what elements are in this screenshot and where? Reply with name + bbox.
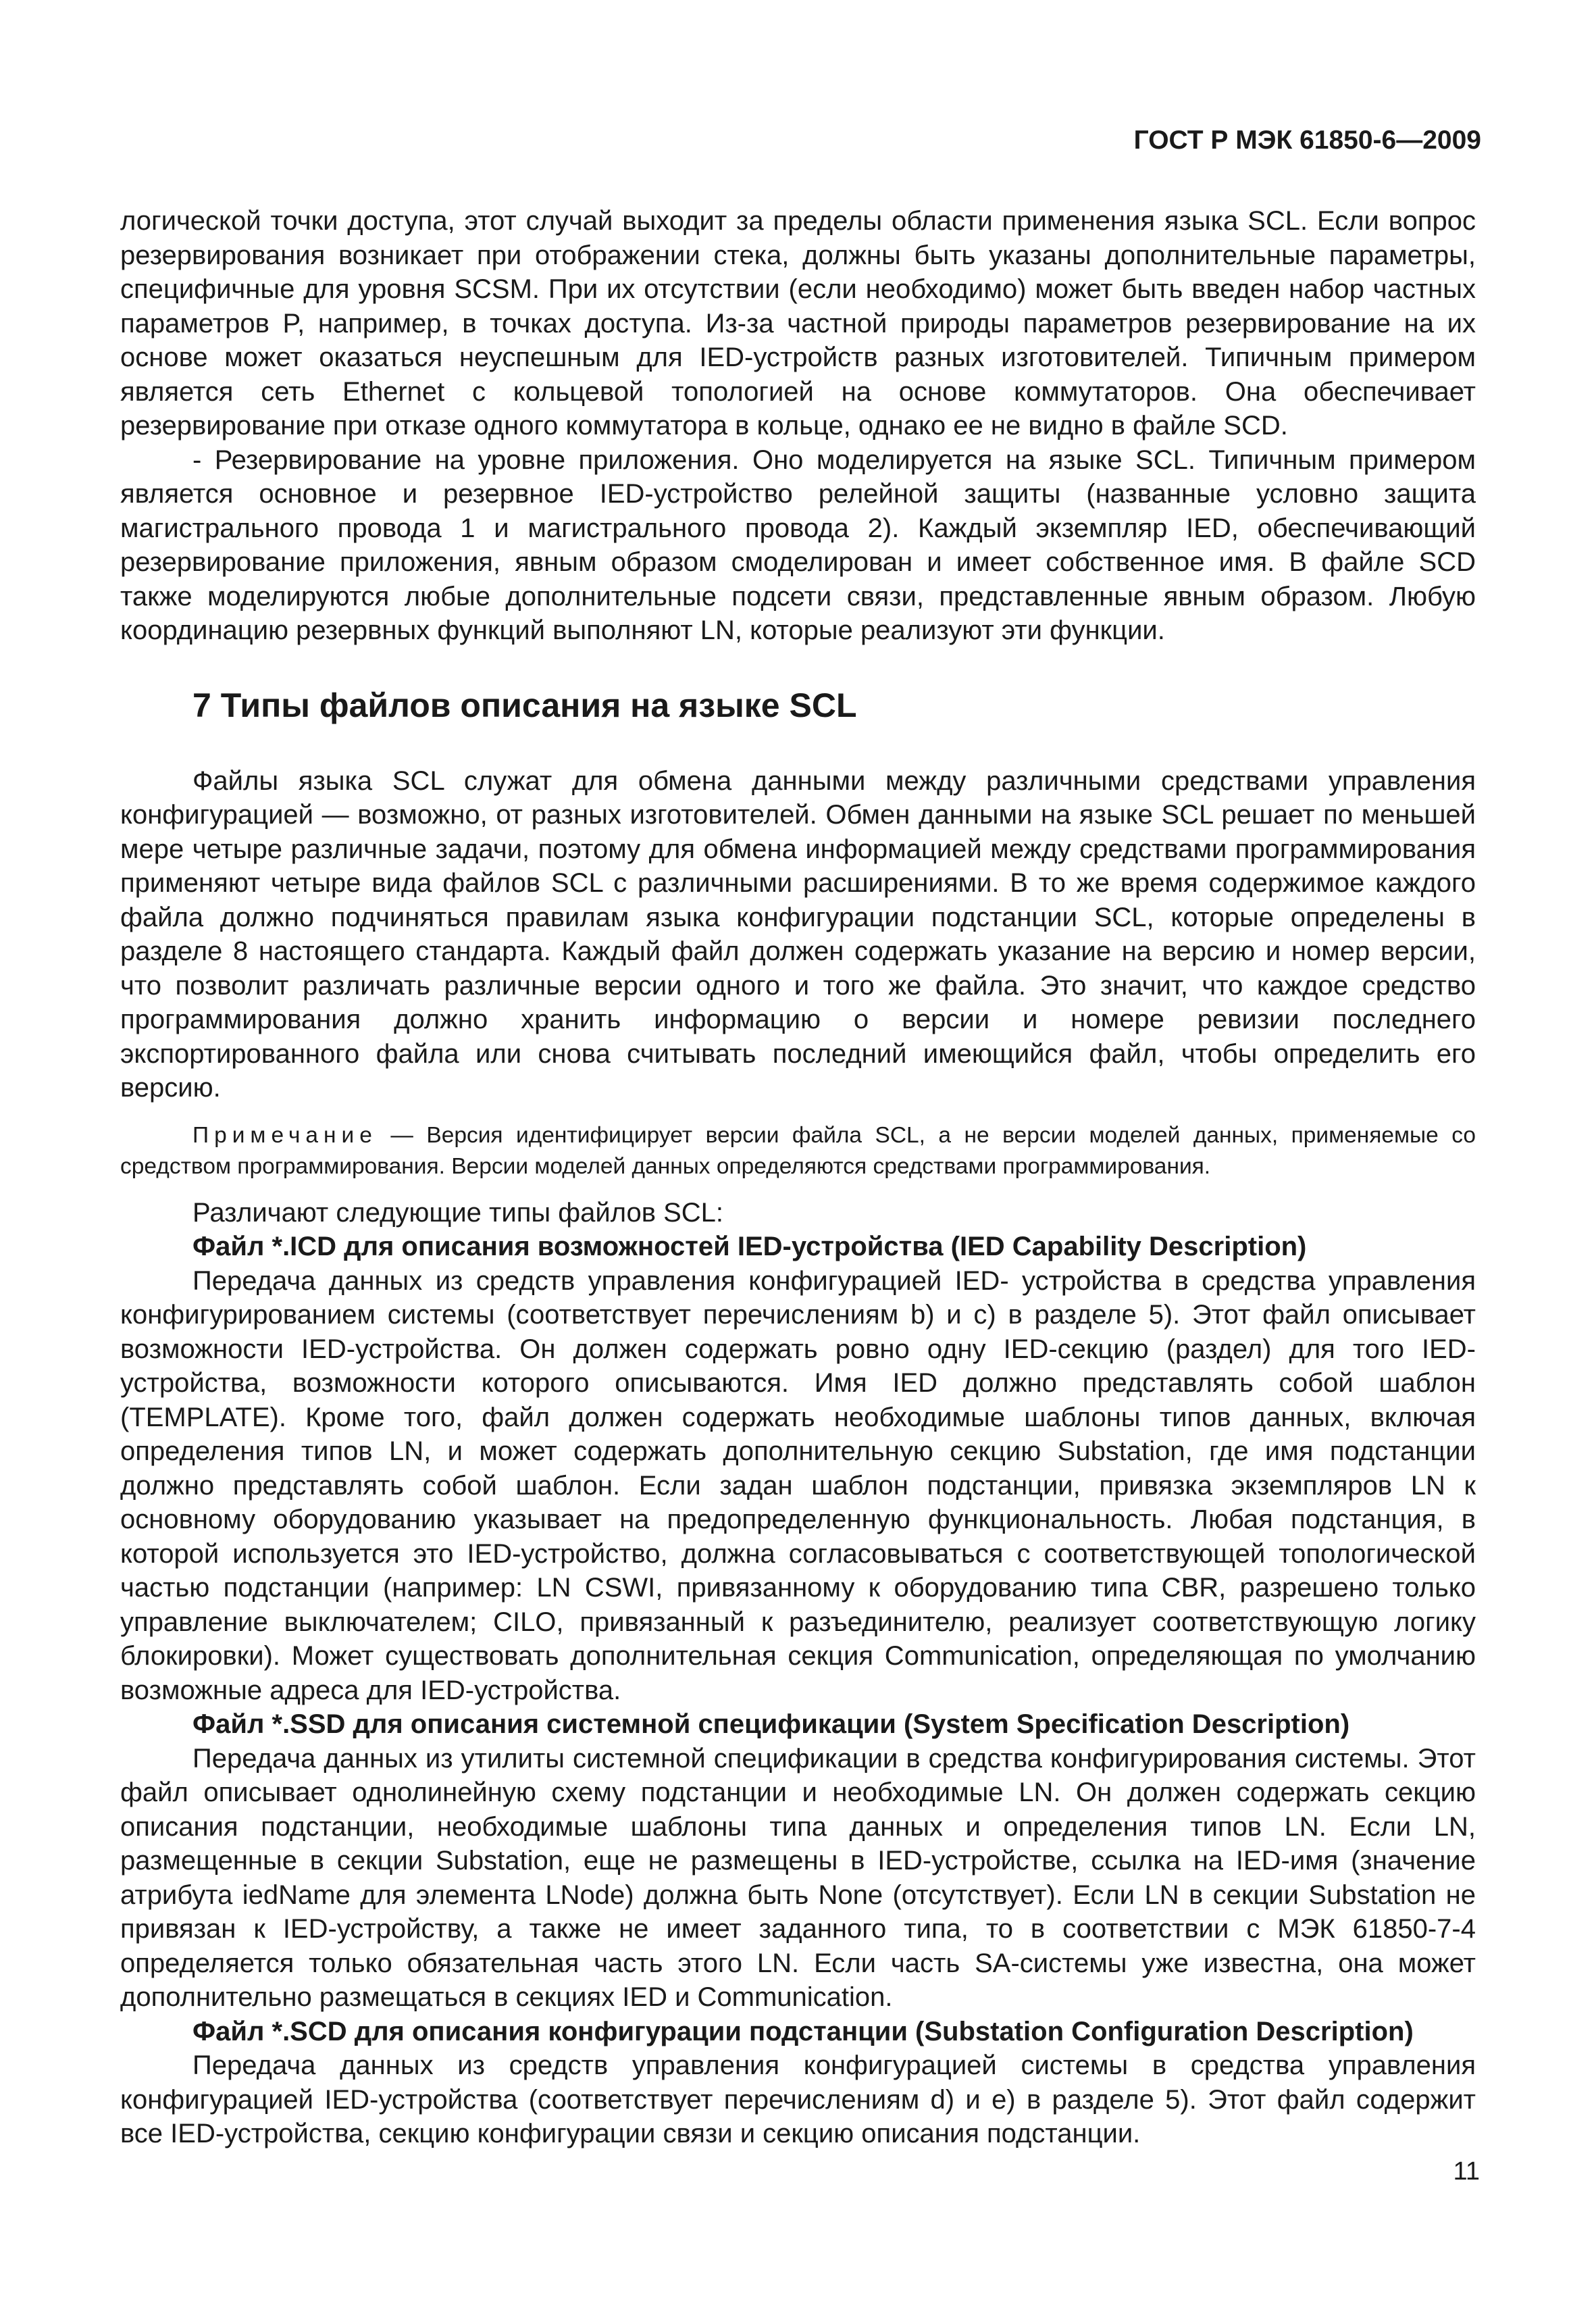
paragraph-section-7: Файлы языка SCL служат для обмена данными между различными средствами управления конфигурацией — возможно, от разных изготовителей. Обмен данными на языке SCL решает по меньшей мере четыре различные задачи, поэтому для обмена информацией между средствами программирования применяют четыре вида файлов SCL с различными расширениями. В то же время содержимое каждого файла должно подчиняться правилам языка конфигурации подстанции SCL, которые определены в разделе 8 настоящего стандарта. Каждый файл должен содержать указание на версию и номер версии, что позволит различать различные версии одного и того же файла. Это значит, что каждое средство программирования должно хранить информацию о версии и номере ревизии последнего экспортированного файла или снова считывать последний имеющийся файл, чтобы определить его версию. — [120, 765, 1476, 1103]
paragraph-scd-file: Передача данных из средств управления конфигурацией системы в средства управления конфигурацией IED-устройства (соответствует перечислениям d) и e) в разделе 5). Этот файл содержит все IED-устройства, секцию конфигурации связи и секцию описания подстанции. — [120, 2051, 1476, 2148]
page-body — [120, 204, 1476, 2151]
note — [120, 1120, 1476, 1182]
heading-ssd-file: Файл *.SSD для описания системной спецификации (System Specification Description) — [192, 1709, 1350, 1739]
standard-designation: ГОСТ Р МЭК 61850-6—2009 — [1133, 126, 1481, 155]
paragraph-intro: логической точки доступа, этот случай выходит за пределы области применения языка SCL. Если вопрос резервирования возникает при отображении стека, должны быть указаны дополнительные параметры, специфичные для уровня SCSM. При их отсутствии (если необходимо) может быть введен набор частных параметров P, например, в точках доступа. Из-за частной природы параметров резервирование на их основе может оказаться неуспешным для IED-устройств разных изготовителей. Типичным примером является сеть Ethernet с кольцевой топологией на основе коммутаторов. Она обеспечивает резервирование при отказе одного коммутатора в кольце, однако ее не видно в файле SCD. — [120, 206, 1476, 441]
note-text: — Версия идентифицирует версии файла SCL, а не версии моделей данных, применяемые со средством программирования. Версии моделей данных определяются средствами программирования. — [120, 1122, 1476, 1179]
paragraph-icd-file: Передача данных из средств управления конфигурацией IED- устройства в средства управления конфигурированием системы (соответствует перечислениям b) и c) в разделе 5). Этот файл описывает возможности IED-устройства. Он должен содержать ровно одну IED-секцию (раздел) для того IED-устройства, возможности которого описываются. Имя IED должно представлять собой шаблон (TEMPLATE). Кроме того, файл должен содержать необходимые шаблоны типов данных, включая определения типов LN, и может содержать дополнительную секцию Substation, где имя подстанции должно представлять собой шаблон. Если задан шаблон подстанции, привязка экземпляров LN к основному оборудованию указывает на предопределенную функциональность. Любая подстанция, в которой используется это IED-устройство, должна согласовываться с соответствующей топологической частью подстанции (например: LN CSWI, привязанному к оборудованию типа CBR, разрешено только управление выключателем; CILO, привязанный к разъединителю, реализует соответствующую логику блокировки). Может существовать дополнительная секция Communication, определяющая по умолчанию возможные адреса для IED-устройства. — [120, 1265, 1476, 1705]
paragraph-ssd-file: Передача данных из утилиты системной спецификации в средства конфигурирования системы. Этот файл описывает однолинейную схему подстанции и необходимые LN. Он должен содержать секцию описания подстанции, необходимые шаблоны типа данных и определения типов LN. Если LN, размещенные в секции Substation, еще не размещены в IED-устройстве, ссылка на IED-имя (значение атрибута iedName для элемента LNode) должна быть None (отсутствует). Если LN в секции Substation не привязан к IED-устройству, а также не имеет заданного типа, то в соответствии с МЭК 61850-7-4 определяется только обязательная часть этого LN. Если часть SA-системы уже известна, она может дополнительно размещаться в секциях IED и Communication. — [120, 1743, 1476, 2012]
heading-icd-file: Файл *.ICD для описания возможностей IED-устройства (IED Capability Description) — [192, 1232, 1307, 1261]
note-lead: Примечание — [192, 1122, 378, 1148]
heading-scd-file: Файл *.SCD для описания конфигурации подстанции (Substation Configuration Description) — [192, 2016, 1414, 2046]
paragraph-application-redundancy: - Резервирование на уровне приложения. Оно моделируется на языке SCL. Типичным примером является основное и резервное IED-устройство релейной защиты (названные условно защита магистрального провода 1 и магистрального провода 2). Каждый экземпляр IED, обеспечивающий резервирование приложения, явным образом смоделирован и имеет собственное имя. В файле SCD также моделируются любые дополнительные подсети связи, представленные явным образом. Любую координацию резервных функций выполняют LN, которые реализуют эти функции. — [120, 445, 1476, 645]
section-title: 7 Типы файлов описания на языке SCL — [192, 686, 857, 724]
paragraph-types-intro: Различают следующие типы файлов SCL: — [192, 1197, 724, 1228]
page-number: 11 — [1453, 2157, 1480, 2186]
